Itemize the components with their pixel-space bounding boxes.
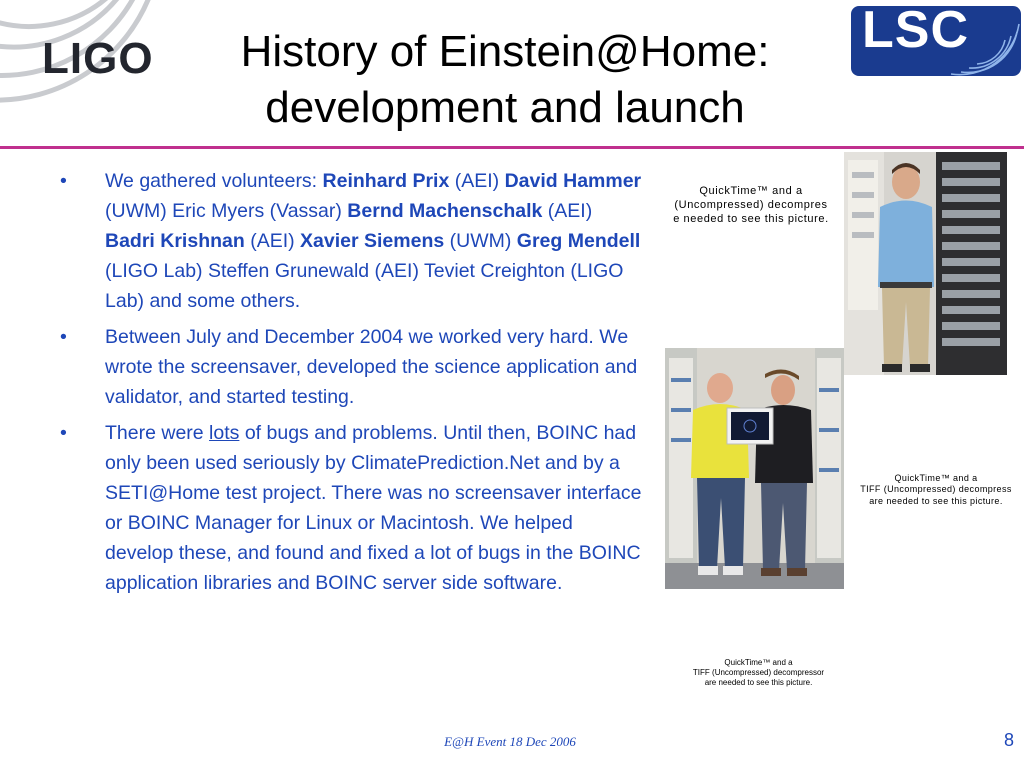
text-segment: (AEI) (542, 200, 593, 222)
title-divider (0, 146, 1024, 149)
placeholder-line: are needed to see this picture. (869, 495, 1003, 506)
text-segment: (AEI) (449, 170, 505, 192)
page-number: 8 (1003, 730, 1014, 750)
bullet-dot-icon: • (60, 326, 67, 348)
image-placeholder-2 (848, 473, 1024, 507)
text-segment: Between July and December 2004 we worked very hard. We wrote the screensaver, developed the science application and validator, and started testing. (105, 326, 638, 408)
text-segment: (AEI) (244, 230, 301, 252)
placeholder-line: TIFF (Uncompressed) decompress (860, 484, 1012, 495)
volunteer-name: Xavier Siemens (300, 230, 445, 252)
text-segment: (LIGO Lab) Steffen Grunewald (AEI) Teviet Creighton (LIGO Lab) and some others. (105, 260, 624, 312)
text-segment: We gathered volunteers: (105, 170, 323, 192)
footer-event: E@H Event 18 Dec 2006 (444, 734, 576, 749)
photo-two-people-laptop-image (665, 348, 844, 589)
text-segment: (UWM) Eric Myers (Vassar) (105, 200, 348, 222)
bullet-item-volunteers (60, 166, 645, 316)
placeholder-line: are needed to see this picture. (704, 678, 813, 687)
image-placeholder-3 (676, 658, 841, 688)
photo-server-rack (844, 152, 1007, 375)
bullet-list (60, 166, 645, 604)
placeholder-line: QuickTime™ and a (699, 185, 803, 197)
title-line-1: History of Einstein@Home: (240, 27, 770, 76)
emphasis-lots: lots (209, 422, 240, 444)
slide-title (170, 24, 840, 136)
bullet-item-bugs (60, 418, 645, 598)
text-segment: (UWM) (444, 230, 517, 252)
title-line-2: development and launch (265, 83, 745, 132)
volunteer-name: Greg Mendell (516, 230, 641, 252)
text-segment: There were (105, 422, 210, 444)
lsc-wordmark: LSC (862, 1, 969, 59)
photo-two-people-laptop (665, 348, 844, 589)
ligo-wordmark: LIGO (42, 34, 154, 83)
volunteer-name: Badri Krishnan (105, 230, 245, 252)
bullet-dot-icon: • (60, 422, 67, 444)
bullet-dot-icon: • (60, 170, 67, 192)
text-segment: of bugs and problems. Until then, BOINC had only been used seriously by ClimatePrediction.Net and by a SETI@Home test project. There was no screensaver interface or BOINC Manager for Linux or Macintosh. We helped develop these, and found and fixed a lot of bugs in the BOINC application libraries and BOINC server side software. (105, 422, 642, 594)
placeholder-line: TIFF (Uncompressed) decompressor (692, 668, 825, 677)
placeholder-line: e needed to see this picture. (673, 212, 829, 225)
placeholder-line: (Uncompressed) decompres (674, 198, 828, 211)
volunteer-name: Reinhard Prix (322, 170, 450, 192)
photo-server-rack-image (844, 152, 1007, 375)
volunteer-name: David Hammer (504, 170, 642, 192)
volunteer-name: Bernd Machenschalk (347, 200, 543, 222)
placeholder-line: QuickTime™ and a (724, 658, 793, 667)
image-placeholder-1 (661, 185, 841, 226)
ligo-logo (0, 0, 175, 110)
placeholder-line: QuickTime™ and a (894, 473, 978, 483)
bullet-item-development (60, 322, 645, 412)
